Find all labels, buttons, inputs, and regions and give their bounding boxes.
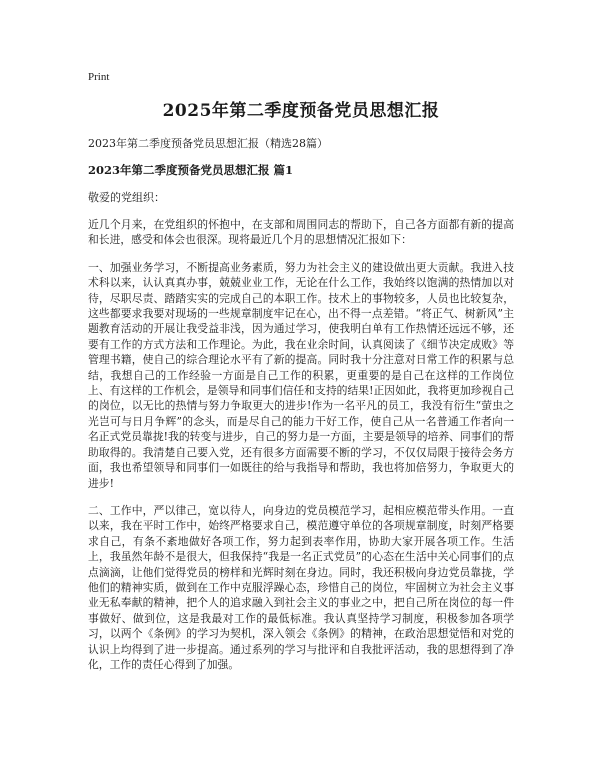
section-heading: 2023年第二季度预备党员思想汇报 篇1: [88, 163, 294, 177]
document-title: 2025年第二季度预备党员思想汇报: [162, 101, 440, 121]
print-link[interactable]: Print: [88, 71, 110, 83]
salutation: 敬爱的党组织：: [88, 191, 165, 204]
document-page: [88, 70, 514, 672]
document-subtitle: 2023年第二季度预备党员思想汇报（精选28篇）: [88, 137, 328, 150]
paragraph-intro: 近几个月来，在党组织的怀抱中，在支部和周围同志的帮助下，自己各方面都有新的提高和长进，感受和体会也很深。现将最近几个月的思想情况汇报如下：: [88, 218, 514, 247]
paragraph-section-one: 一、加强业务学习，不断提高业务素质，努力为社会主义的建设做出更大贡献。我进入技术科以来，认认真真办事，兢兢业业工作，无论在什么工作，我始终以饱满的热情加以对待，尽职尽责、踏踏实实的完成自己的本职工作。技术上的事物较多，人员也比较复杂，这些都要求我要对现场的一些规章制度牢记在心，出不得一点差错。“将正气、树新风”主题教育活动的开展让我受益非浅，因为通过学习，使我明白单有工作热情还远远不够，还要有工作的方式方法和工作理论。为此，我在业余时间，认真阅读了《细节决定成败》等管理书籍，使自己的综合理论水平有了新的提高。同时我十分注意对日常工作的积累与总结，我想自己的工作经验一方面是自己工作的积累，更重要的是自己在这样的工作岗位上、有这样的工作机会，是领导和同事们信任和支持的结果!正因如此，我将更加珍视自己的岗位，以无比的热情与努力争取更大的进步!作为一名平凡的员工，我没有衍生“萤虫之光岂可与日月争辉”的念头，而是尽自己的能力干好工作，使自己从一名普通工作者向一名正式党员靠拢!我的转变与进步，自己的努力是一方面，主要是领导的培养、同事们的帮助取得的。我清楚自己要入党，还有很多方面需要不断的学习，不仅仅局限于接待会务方面，我也希望领导和同事们一如既往的给与我指导和帮助，我也将加倍努力，争取更大的进步!: [88, 260, 514, 490]
paragraph-section-two: 二、工作中，严以律己，宽以待人，向身边的党员模范学习，起相应模范带头作用。一直以来，我在平时工作中，始终严格要求自己，模范遵守单位的各项规章制度，时刻严格要求自己，有条不紊地做好各项工作，努力起到表率作用，协助大家开展各项工作。生活上，我虽然年龄不是很大，但我保持“我是一名正式党员”的心态在生活中关心同事们的点点滴滴，让他们觉得党员的榜样和光辉时刻在身边。同时，我还积极向身边党员靠拢，学他们的精神实质，做到在工作中克服浮躁心态，珍惜自己的岗位，牢固树立为社会主义事业无私奉献的精神，把个人的追求融入到社会主义的事业之中，把自己所在岗位的每一件事做好、做到位，这是我最对工作的最低标准。我认真坚持学习制度，积极参加各项学习，以两个《条例》的学习为契机，深入领会《条例》的精神，在政治思想觉悟和对党的认识上均得到了进一步提高。通过系列的学习与批评和自我批评活动，我的思想得到了净化，工作的责任心得到了加强。: [88, 503, 514, 671]
